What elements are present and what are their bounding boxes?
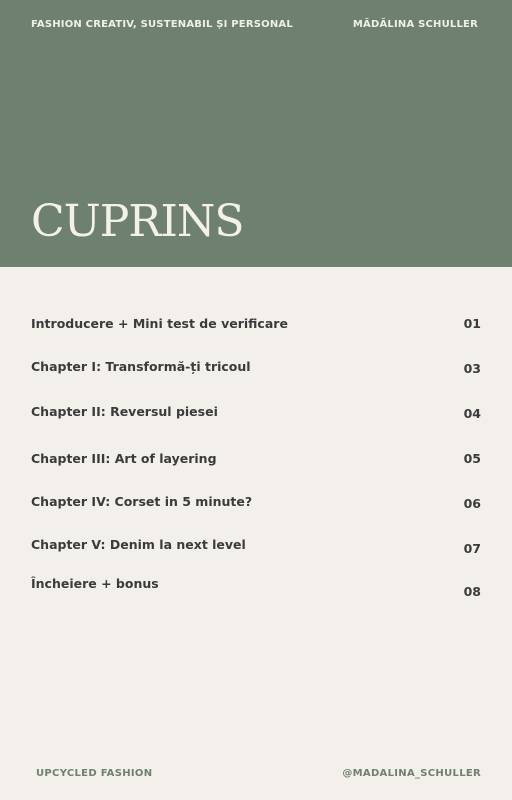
tagline: FASHION CREATIV, SUSTENABIL ȘI PERSONAL [31,19,293,30]
page-title: CUPRINS [31,196,244,247]
toc-item-label[interactable]: Chapter II: Reversul piesei [31,404,218,419]
toc-item-page: 06 [463,496,481,511]
author-name: MĂDĂLINA SCHULLER [352,19,478,30]
footer-category: UPCYCLED FASHION [36,768,153,779]
toc-item-page: 04 [463,406,481,421]
toc-item-page: 07 [463,541,481,556]
header-banner [0,0,512,267]
toc-item-label[interactable]: Chapter V: Denim la next level [31,537,246,552]
toc-item-label[interactable]: Chapter III: Art of layering [31,451,217,466]
toc-item-page: 03 [463,361,481,376]
toc-item-label[interactable]: Chapter IV: Corset in 5 minute? [31,494,253,509]
toc-item-label[interactable]: Introducere + Mini test de verificare [31,316,288,331]
toc-item-page: 05 [463,451,481,466]
footer-social-handle[interactable]: @MADALINA_SCHULLER [342,768,481,779]
toc-item-page: 08 [463,584,481,599]
toc-item-page: 01 [463,316,481,331]
toc-item-label[interactable]: Încheiere + bonus [31,576,159,591]
toc-item-label[interactable]: Chapter I: Transformă-ți tricoul [31,359,251,374]
